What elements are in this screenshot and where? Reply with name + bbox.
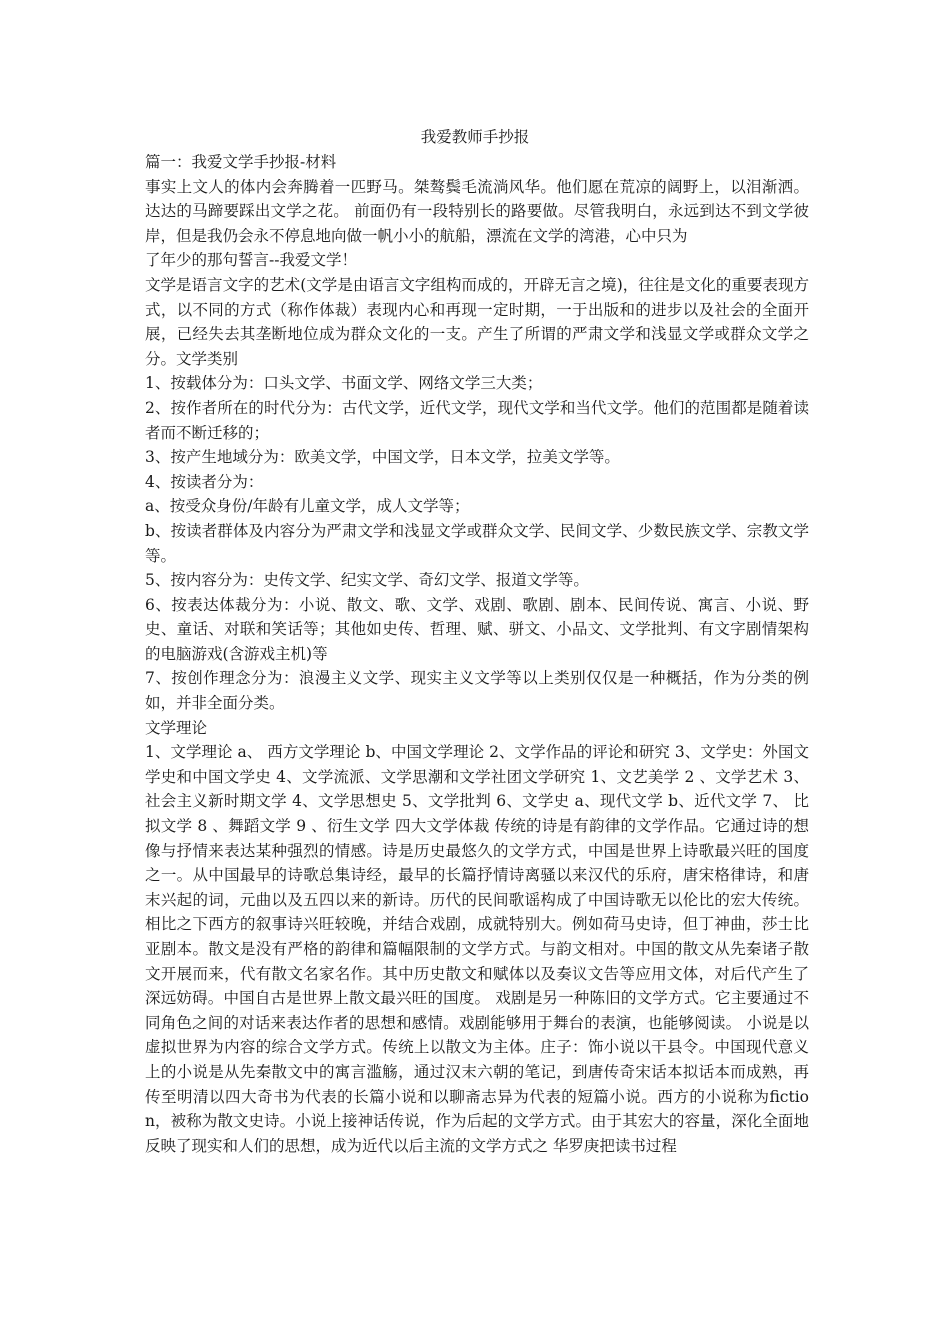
paragraph: 1、文学理论 a、 西方文学理论 b、中国文学理论 2、文学作品的评论和研究 3、文学史：外国文学史和中国文学史 4、文学流派、文学思潮和文学社团文学研究 1、文艺美学 2 、文学艺术 3、社会主义新时期文学 4、文学思想史 5、文学批判 6、文学史 a、现代文学 b、近代文学 7、 比拟文学 8 、舞蹈文学 9 、衍生文学 四大文学体裁 传统的诗是有韵律的文学作品。它通过诗的想像与抒情来表达某种强烈的情感。诗是历史最悠久的文学方式，中国是世界上诗歌最兴旺的国度之一。从中国最早的诗歌总集诗经，最早的长篇抒情诗离骚以来汉代的乐府，唐宋格律诗，和唐末兴起的词，元曲以及五四以来的新诗。历代的民间歌谣构成了中国诗歌无以伦比的宏大传统。相比之下西方的叙事诗兴旺较晚，并结合戏剧，成就特别大。例如荷马史诗，但丁神曲，莎士比亚剧本。散文是没有严格的韵律和篇幅限制的文学方式。与韵文相对。中国的散文从先秦诸子散文开展而来，代有散文名家名作。其中历史散文和赋体以及奏议文告等应用文体，对后代产生了深远妨碍。中国自古是世界上散文最兴旺的国度。 戏剧是另一种陈旧的文学方式。它主要通过不同角色之间的对话来表达作者的思想和感情。戏剧能够用于舞台的表演，也能够阅读。 小说是以虚拟世界为内容的综合文学方式。传统上以散文为主体。庄子：饰小说以干县令。中国现代意义上的小说是从先秦散文中的寓言滥觞，通过汉末六朝的笔记，到唐传奇宋话本拟话本而成熟，再传至明清以四大奇书为代表的长篇小说和以聊斋志异为代表的短篇小说。西方的小说称为fiction，被称为散文史诗。小说上接神话传说，作为后起的文学方式。由于其宏大的容量，深化全面地反映了现实和人们的思想，成为近代以后主流的文学方式之 华罗庚把读书过程 xyxy=(145,743,809,1155)
list-item: a、按受众身份/年龄有儿童文学，成人文学等； xyxy=(145,497,470,516)
list-item: 5、按内容分为：史传文学、纪实文学、奇幻文学、报道文学等。 xyxy=(145,571,589,590)
list-item: 7、按创作理念分为：浪漫主义文学、现实主义文学等以上类别仅仅是一种概括，作为分类的例如，并非全面分类。 xyxy=(145,669,809,713)
paragraph: 文学是语言文字的艺术(文学是由语言文字组构而成的，开辟无言之境)，往往是文化的重要表现方式，以不同的方式（称作体裁）表现内心和再现一定时期，一于出版和的进步以及社会的全面开展，已经失去其垄断地位成为群众文化的一支。产生了所谓的严肃文学和浅显文学或群众文学之分。文学类别 xyxy=(145,275,809,368)
list-item: 6、按表达体裁分为：小说、散文、歌、文学、戏剧、歌剧、剧本、民间传说、寓言、小说、野史、童话、对联和笑话等；其他如史传、哲理、赋、骈文、小品文、文学批判、有文字剧情架构的电脑游戏(含游戏主机)等 xyxy=(145,595,809,663)
paragraph: 事实上文人的体内会奔腾着一匹野马。桀骜鬓毛流淌风华。他们愿在荒凉的阔野上，以泪渐洒。达达的马蹄要踩出文学之花。 前面仍有一段特别长的路要做。尽管我明白，永远到达不到文学彼岸，但是我仍会永不停息地向做一帆小小的航船，漂流在文学的湾港，心中只为 xyxy=(145,177,809,245)
list-item: 1、按载体分为：口头文学、书面文学、网络文学三大类； xyxy=(145,374,543,393)
section-heading: 文学理论 xyxy=(145,718,208,737)
paragraph: 了年少的那句誓言--我爱文学！ xyxy=(145,251,357,270)
list-item: b、按读者群体及内容分为严肃文学和浅显文学或群众文学、民间文学、少数民族文学、宗教文学等。 xyxy=(145,521,809,565)
document-title: 我爱教师手抄报 xyxy=(420,128,530,146)
document-body xyxy=(145,150,809,1158)
paragraph-heading: 篇一：我爱文学手抄报-材料 xyxy=(145,153,337,171)
list-item: 2、按作者所在的时代分为：古代文学，近代文学，现代文学和当代文学。他们的范围都是随着读者而不断迁移的； xyxy=(145,398,809,442)
list-item: 3、按产生地域分为：欧美文学，中国文学，日本文学，拉美文学等。 xyxy=(145,448,620,467)
list-item: 4、按读者分为： xyxy=(145,472,264,491)
